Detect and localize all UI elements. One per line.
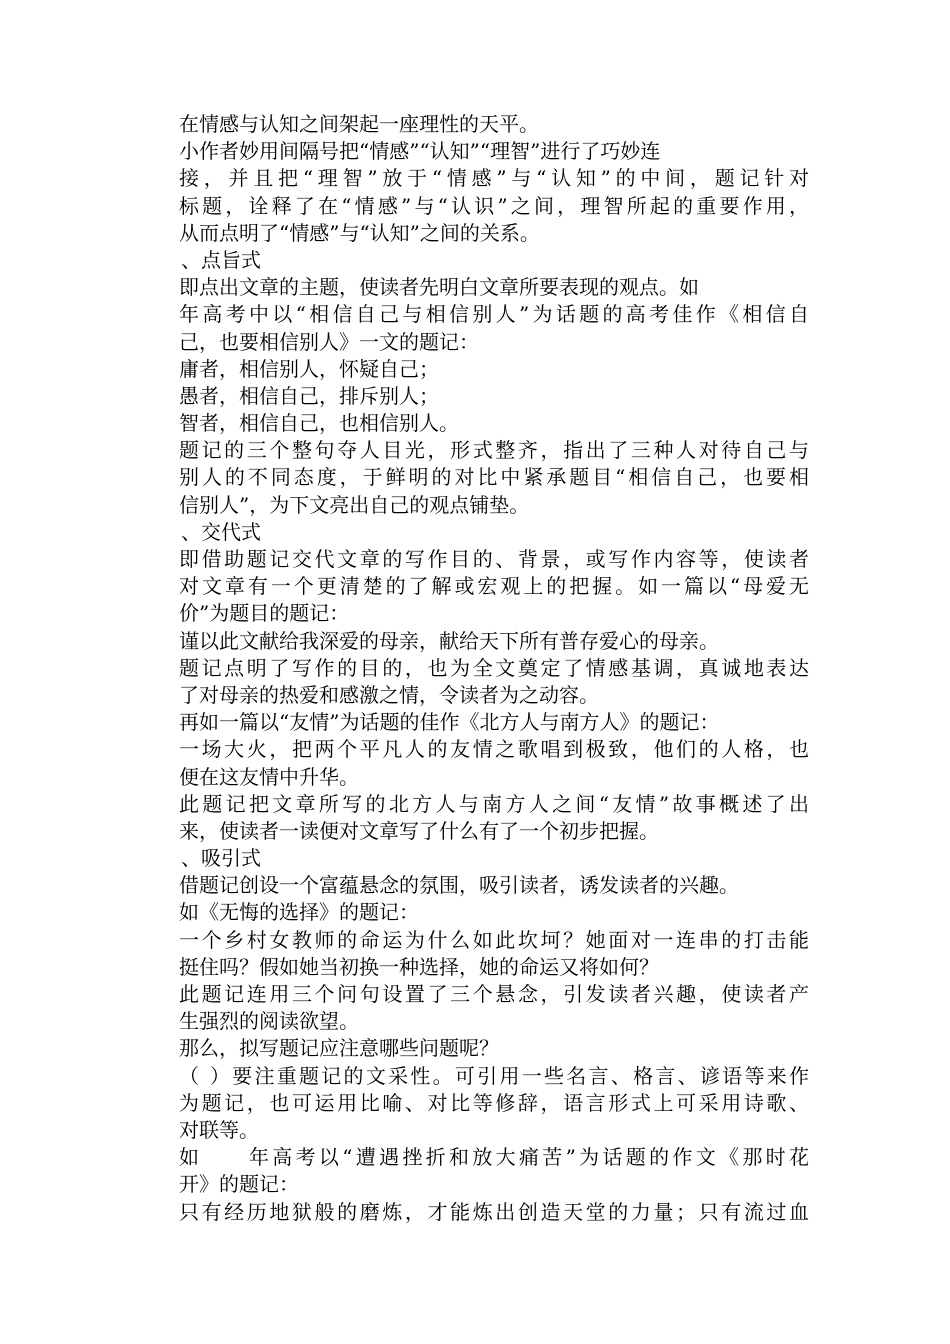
section-heading: 、交代式 (181, 519, 261, 544)
text-line: 如 年高考以“遭遇挫折和放大痛苦”为话题的作文《那时花 (179, 1145, 809, 1170)
text-line: 了对母亲的热爱和感激之情，令读者为之动容。 (179, 682, 599, 707)
text-line: 谨以此文献给我深爱的母亲，献给天下所有普存爱心的母亲。 (179, 628, 719, 653)
text-line: 一场大火，把两个平凡人的友情之歌唱到极致，他们的人格，也 (179, 737, 809, 762)
section-heading: 、点旨式 (181, 247, 261, 272)
body-text (179, 111, 809, 1226)
text-line: 愚者，相信自己，排斥别人； (179, 383, 439, 408)
text-line: （ ）要注重题记的文采性。可引用一些名言、格言、谚语等来作 (179, 1063, 809, 1088)
text-line: 己，也要相信别人》一文的题记： (179, 329, 479, 354)
text-line: 信别人”，为下文亮出自己的观点铺垫。 (179, 492, 530, 517)
text-line: 别人的不同态度，于鲜明的对比中紧承题目“相信自己，也要相 (179, 465, 809, 490)
text-line: 此题记把文章所写的北方人与南方人之间“友情”故事概述了出 (179, 791, 809, 816)
text-line: 来，使读者一读便对文章写了什么有了一个初步把握。 (179, 818, 659, 843)
text-line: 挺住吗？假如她当初换一种选择，她的命运又将如何？ (179, 954, 659, 979)
text-line: 开》的题记： (179, 1172, 299, 1197)
text-line: 那么，拟写题记应注意哪些问题呢？ (179, 1036, 499, 1061)
text-line: 价”为题目的题记： (179, 601, 350, 626)
section-heading: 、吸引式 (181, 846, 261, 871)
text-line: 小作者妙用间隔号把“情感”“认知”“理智”进行了巧妙连 (179, 139, 661, 164)
text-line: 庸者，相信别人，怀疑自己； (179, 356, 439, 381)
text-line: 题记点明了写作的目的，也为全文奠定了情感基调，真诚地表达 (179, 655, 809, 680)
text-line: 接，并且把“理智”放于“情感”与“认知”的中间，题记针对 (179, 166, 809, 191)
text-line: 此题记连用三个问句设置了三个悬念，引发读者兴趣，使读者产 (179, 982, 809, 1006)
text-line: 一个乡村女教师的命运为什么如此坎坷？她面对一连串的打击能 (179, 927, 809, 952)
text-line: 再如一篇以“友情”为话题的佳作《北方人与南方人》的题记： (179, 710, 720, 735)
text-line: 年高考中以“相信自己与相信别人”为话题的高考佳作《相信自 (179, 302, 809, 327)
text-line: 标题，诠释了在“情感”与“认识”之间，理智所起的重要作用， (179, 193, 809, 218)
text-line: 只有经历地狱般的磨炼，才能炼出创造天堂的力量；只有流过血 (179, 1199, 809, 1224)
text-line: 对文章有一个更清楚的了解或宏观上的把握。如一篇以“母爱无 (179, 574, 809, 599)
text-line: 即点出文章的主题，使读者先明白文章所要表现的观点。如 (179, 275, 699, 300)
text-line: 便在这友情中升华。 (179, 764, 359, 789)
text-line: 借题记创设一个富蕴悬念的氛围，吸引读者，诱发读者的兴趣。 (179, 873, 739, 898)
text-line: 为题记，也可运用比喻、对比等修辞，语言形式上可采用诗歌、 (179, 1090, 809, 1115)
text-line: 即借助题记交代文章的写作目的、背景，或写作内容等，使读者 (179, 547, 809, 571)
text-line: 对联等。 (179, 1117, 259, 1142)
text-line: 题记的三个整句夺人目光，形式整齐，指出了三种人对待自己与 (179, 438, 809, 463)
text-line: 如《无悔的选择》的题记： (179, 900, 419, 925)
text-line: 在情感与认知之间架起一座理性的天平。 (179, 112, 539, 136)
text-line: 从而点明了“情感”与“认知”之间的关系。 (179, 220, 540, 245)
text-line: 智者，相信自己，也相信别人。 (179, 411, 459, 436)
text-line: 生强烈的阅读欲望。 (179, 1009, 359, 1034)
